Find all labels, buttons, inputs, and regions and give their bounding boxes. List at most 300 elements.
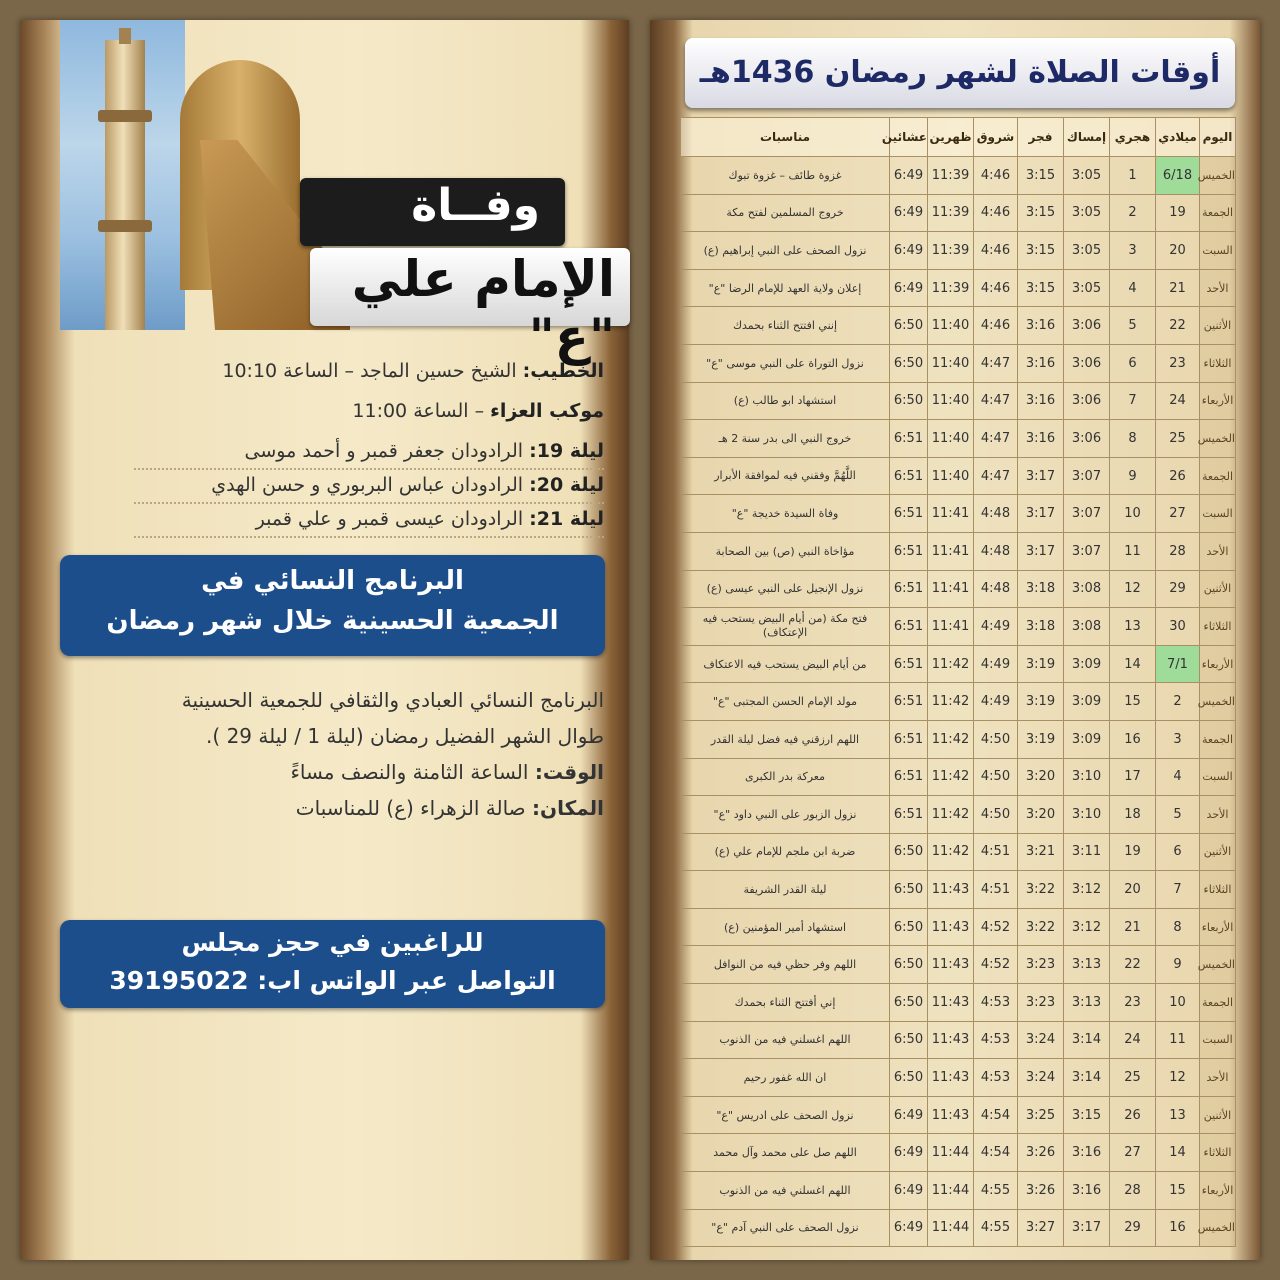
table-cell: 2 bbox=[1110, 194, 1156, 232]
table-cell: الخميس bbox=[1200, 1209, 1236, 1247]
table-cell: 11 bbox=[1156, 1021, 1200, 1059]
table-cell: 4:47 bbox=[974, 457, 1018, 495]
table-cell: 11:39 bbox=[928, 194, 974, 232]
table-cell: 3:21 bbox=[1018, 833, 1064, 871]
booking-line1: للراغبين في حجز مجلس bbox=[181, 928, 484, 957]
table-cell: 4:48 bbox=[974, 532, 1018, 570]
table-row bbox=[681, 946, 1236, 984]
booking-banner bbox=[60, 920, 605, 1008]
table-cell: اللهم اغسلني فيه من الذنوب bbox=[681, 1172, 890, 1210]
table-cell: 3:17 bbox=[1064, 1209, 1110, 1247]
table-cell: 5 bbox=[1156, 796, 1200, 834]
table-cell: 4:54 bbox=[974, 1134, 1018, 1172]
table-cell: 3:23 bbox=[1018, 984, 1064, 1022]
table-cell: 4:50 bbox=[974, 758, 1018, 796]
women-program-banner bbox=[60, 555, 605, 656]
table-cell: الأربعاء bbox=[1200, 645, 1236, 683]
column-header: مناسبات bbox=[681, 118, 890, 157]
table-cell: الجمعة bbox=[1200, 457, 1236, 495]
table-cell: 4:49 bbox=[974, 608, 1018, 646]
table-cell: 11:43 bbox=[928, 1059, 974, 1097]
table-cell: 7/1 bbox=[1156, 645, 1200, 683]
table-cell: 10 bbox=[1156, 984, 1200, 1022]
table-row bbox=[681, 1059, 1236, 1097]
table-cell: 12 bbox=[1156, 1059, 1200, 1097]
table-cell: نزول الصحف على النبي آدم "ع" bbox=[681, 1209, 890, 1247]
table-cell: 25 bbox=[1110, 1059, 1156, 1097]
table-cell: استشهاد أمير المؤمنين (ع) bbox=[681, 908, 890, 946]
table-cell: 4:48 bbox=[974, 570, 1018, 608]
table-cell: 6:49 bbox=[890, 194, 928, 232]
night-text: الرادودان عباس البربوري و حسن الهدي bbox=[211, 474, 524, 496]
table-row bbox=[681, 382, 1236, 420]
table-row bbox=[681, 908, 1236, 946]
table-cell: 3 bbox=[1110, 232, 1156, 270]
table-cell: ان الله غفور رحيم bbox=[681, 1059, 890, 1097]
table-row bbox=[681, 194, 1236, 232]
table-cell: الأربعاء bbox=[1200, 908, 1236, 946]
table-cell: 6:49 bbox=[890, 269, 928, 307]
table-cell: 28 bbox=[1156, 532, 1200, 570]
table-cell: 3:27 bbox=[1018, 1209, 1064, 1247]
table-cell: 13 bbox=[1156, 1096, 1200, 1134]
table-cell: 4:47 bbox=[974, 382, 1018, 420]
table-cell: الأربعاء bbox=[1200, 382, 1236, 420]
table-cell: 4:47 bbox=[974, 344, 1018, 382]
table-cell: الثلاثاء bbox=[1200, 1134, 1236, 1172]
table-cell: الجمعة bbox=[1200, 194, 1236, 232]
table-cell: 11:43 bbox=[928, 908, 974, 946]
table-cell: 4:54 bbox=[974, 1096, 1018, 1134]
place-line bbox=[84, 790, 604, 826]
table-cell: الثلاثاء bbox=[1200, 344, 1236, 382]
table-cell: 3:22 bbox=[1018, 871, 1064, 909]
table-cell: 3:16 bbox=[1018, 382, 1064, 420]
table-cell: 23 bbox=[1110, 984, 1156, 1022]
table-cell: 3:20 bbox=[1018, 758, 1064, 796]
table-cell: 28 bbox=[1110, 1172, 1156, 1210]
table-cell: الثلاثاء bbox=[1200, 871, 1236, 909]
minaret-spire bbox=[119, 28, 131, 44]
table-cell: 11:43 bbox=[928, 1096, 974, 1134]
table-cell: الخميس bbox=[1200, 157, 1236, 195]
table-cell: غزوة طائف – غزوة تبوك bbox=[681, 157, 890, 195]
table-cell: 3:19 bbox=[1018, 720, 1064, 758]
table-cell: الخميس bbox=[1200, 420, 1236, 458]
table-cell: 4:55 bbox=[974, 1172, 1018, 1210]
table-cell: 15 bbox=[1110, 683, 1156, 721]
table-cell: 6:50 bbox=[890, 984, 928, 1022]
table-cell: 6:51 bbox=[890, 758, 928, 796]
table-cell: 3:16 bbox=[1018, 307, 1064, 345]
table-cell: 22 bbox=[1110, 946, 1156, 984]
table-cell: 3:22 bbox=[1018, 908, 1064, 946]
table-cell: اللهم صل على محمد وآل محمد bbox=[681, 1134, 890, 1172]
table-cell: 16 bbox=[1156, 1209, 1200, 1247]
table-cell: مولد الإمام الحسن المجتبى "ع" bbox=[681, 683, 890, 721]
table-cell: 11:42 bbox=[928, 645, 974, 683]
table-cell: 11:41 bbox=[928, 570, 974, 608]
table-cell: 27 bbox=[1110, 1134, 1156, 1172]
speaker-line bbox=[134, 360, 604, 382]
table-row bbox=[681, 457, 1236, 495]
table-cell: 13 bbox=[1110, 608, 1156, 646]
night-label: ليلة 21: bbox=[529, 508, 604, 530]
place-label: المكان: bbox=[532, 796, 604, 820]
table-cell: 11:42 bbox=[928, 833, 974, 871]
table-cell: الثلاثاء bbox=[1200, 608, 1236, 646]
table-cell: 21 bbox=[1110, 908, 1156, 946]
table-cell: 4:55 bbox=[974, 1209, 1018, 1247]
table-cell: الأحد bbox=[1200, 532, 1236, 570]
table-row bbox=[681, 532, 1236, 570]
table-cell: 8 bbox=[1156, 908, 1200, 946]
minaret-balcony bbox=[98, 110, 152, 122]
table-cell: 18 bbox=[1110, 796, 1156, 834]
table-cell: 3:15 bbox=[1018, 269, 1064, 307]
table-cell: 4:47 bbox=[974, 420, 1018, 458]
table-cell: 4:53 bbox=[974, 1059, 1018, 1097]
table-row bbox=[681, 1096, 1236, 1134]
program-line1: البرنامج النسائي العبادي والثقافي للجمعية الحسينية bbox=[181, 688, 604, 712]
table-cell: 8 bbox=[1110, 420, 1156, 458]
table-cell: الخميس bbox=[1200, 683, 1236, 721]
table-cell: 3:16 bbox=[1064, 1172, 1110, 1210]
table-cell: 20 bbox=[1156, 232, 1200, 270]
table-cell: 3:15 bbox=[1018, 232, 1064, 270]
table-cell: 6:51 bbox=[890, 645, 928, 683]
column-header: فجر bbox=[1018, 118, 1064, 157]
table-cell: 3:23 bbox=[1018, 946, 1064, 984]
table-cell: 3:25 bbox=[1018, 1096, 1064, 1134]
time-label: الوقت: bbox=[534, 760, 604, 784]
booking-line2: التواصل عبر الواتس اب: 39195022 bbox=[109, 966, 556, 995]
table-cell: 22 bbox=[1156, 307, 1200, 345]
table-cell: 3:15 bbox=[1064, 1096, 1110, 1134]
table-cell: 5 bbox=[1110, 307, 1156, 345]
table-body bbox=[681, 157, 1236, 1247]
table-cell: 19 bbox=[1110, 833, 1156, 871]
table-cell: 3:07 bbox=[1064, 532, 1110, 570]
table-cell: 27 bbox=[1156, 495, 1200, 533]
table-cell: 6:49 bbox=[890, 157, 928, 195]
table-cell: 11:40 bbox=[928, 457, 974, 495]
table-cell: 6:50 bbox=[890, 307, 928, 345]
table-cell: من أيام البيض يستحب فيه الاعتكاف bbox=[681, 645, 890, 683]
table-cell: السبت bbox=[1200, 1021, 1236, 1059]
table-row bbox=[681, 1209, 1236, 1247]
column-header: ظهرين bbox=[928, 118, 974, 157]
table-cell: 4:53 bbox=[974, 984, 1018, 1022]
table-header-row bbox=[681, 118, 1236, 157]
table-cell: 4:46 bbox=[974, 157, 1018, 195]
table-cell: 30 bbox=[1156, 608, 1200, 646]
column-header: اليوم bbox=[1200, 118, 1236, 157]
table-row bbox=[681, 269, 1236, 307]
event-title-line1: وفــاة bbox=[411, 180, 540, 231]
table-cell: 6:49 bbox=[890, 1134, 928, 1172]
table-cell: الجمعة bbox=[1200, 984, 1236, 1022]
table-cell: 11:44 bbox=[928, 1209, 974, 1247]
prayer-times-title: أوقات الصلاة لشهر رمضان 1436هـ bbox=[685, 38, 1235, 108]
table-cell: 3:24 bbox=[1018, 1059, 1064, 1097]
table-cell: نزول الصحف على النبي إبراهيم (ع) bbox=[681, 232, 890, 270]
procession-line bbox=[134, 400, 604, 422]
table-cell: 3:05 bbox=[1064, 157, 1110, 195]
table-cell: 3:24 bbox=[1018, 1021, 1064, 1059]
table-cell: إعلان ولاية العهد للإمام الرضا "ع" bbox=[681, 269, 890, 307]
table-cell: 4:46 bbox=[974, 269, 1018, 307]
table-cell: ضربة ابن ملجم للإمام علي (ع) bbox=[681, 833, 890, 871]
table-cell: 11:39 bbox=[928, 157, 974, 195]
table-cell: 9 bbox=[1156, 946, 1200, 984]
table-row bbox=[681, 495, 1236, 533]
table-cell: 11:44 bbox=[928, 1134, 974, 1172]
table-cell: 11:43 bbox=[928, 1021, 974, 1059]
table-cell: 3:09 bbox=[1064, 720, 1110, 758]
table-cell: 11:39 bbox=[928, 269, 974, 307]
table-cell: 2 bbox=[1156, 683, 1200, 721]
program-line2: طوال الشهر الفضيل رمضان (ليلة 1 / ليلة 29 ). bbox=[206, 724, 604, 748]
event-flyer-panel bbox=[20, 20, 629, 1260]
column-header: عشائين bbox=[890, 118, 928, 157]
table-cell: 11:42 bbox=[928, 683, 974, 721]
table-cell: 4:49 bbox=[974, 683, 1018, 721]
table-cell: 3:26 bbox=[1018, 1172, 1064, 1210]
table-cell: معركة بدر الكبرى bbox=[681, 758, 890, 796]
time-value: الساعة الثامنة والنصف مساءً bbox=[290, 760, 529, 784]
table-cell: 4:52 bbox=[974, 946, 1018, 984]
table-cell: 26 bbox=[1110, 1096, 1156, 1134]
table-row bbox=[681, 1021, 1236, 1059]
table-cell: 11:41 bbox=[928, 608, 974, 646]
table-cell: 11:40 bbox=[928, 420, 974, 458]
table-cell: 4:48 bbox=[974, 495, 1018, 533]
table-cell: 11:40 bbox=[928, 382, 974, 420]
table-cell: السبت bbox=[1200, 495, 1236, 533]
table-cell: ليلة القدر الشريفة bbox=[681, 871, 890, 909]
table-cell: 20 bbox=[1110, 871, 1156, 909]
table-cell: 3:08 bbox=[1064, 570, 1110, 608]
table-cell: 7 bbox=[1110, 382, 1156, 420]
table-cell: 6:50 bbox=[890, 908, 928, 946]
table-cell: 6/18 bbox=[1156, 157, 1200, 195]
table-cell: اللَّهُمَّ وفقني فيه لموافقة الأبرار bbox=[681, 457, 890, 495]
table-cell: 29 bbox=[1110, 1209, 1156, 1247]
table-cell: 11:41 bbox=[928, 532, 974, 570]
table-row bbox=[681, 871, 1236, 909]
table-cell: 11:42 bbox=[928, 758, 974, 796]
table-cell: 11:39 bbox=[928, 232, 974, 270]
table-cell: 6:51 bbox=[890, 457, 928, 495]
table-row bbox=[681, 833, 1236, 871]
table-cell: 4:50 bbox=[974, 720, 1018, 758]
table-cell: 12 bbox=[1110, 570, 1156, 608]
table-cell: 4 bbox=[1110, 269, 1156, 307]
table-cell: 6:51 bbox=[890, 720, 928, 758]
table-cell: 3:09 bbox=[1064, 683, 1110, 721]
table-cell: 3:06 bbox=[1064, 382, 1110, 420]
table-cell: 3:10 bbox=[1064, 796, 1110, 834]
table-cell: 6:50 bbox=[890, 344, 928, 382]
table-cell: 11:43 bbox=[928, 984, 974, 1022]
table-cell: الأثنين bbox=[1200, 833, 1236, 871]
table-cell: 3:05 bbox=[1064, 194, 1110, 232]
minaret-image bbox=[105, 40, 145, 330]
table-cell: 10 bbox=[1110, 495, 1156, 533]
table-cell: 24 bbox=[1110, 1021, 1156, 1059]
night-text: الرادودان جعفر قمبر و أحمد موسى bbox=[244, 440, 524, 462]
speaker-value: الشيخ حسين الماجد – الساعة 10:10 bbox=[222, 360, 517, 382]
table-cell: 6:50 bbox=[890, 1021, 928, 1059]
table-row bbox=[681, 420, 1236, 458]
event-title-line2: الإمام علي "ع" bbox=[351, 250, 615, 366]
table-cell: 3:15 bbox=[1018, 157, 1064, 195]
table-row bbox=[681, 307, 1236, 345]
table-cell: 4:51 bbox=[974, 833, 1018, 871]
table-cell: خروج النبي الى بدر سنة 2 هـ bbox=[681, 420, 890, 458]
table-cell: 3:18 bbox=[1018, 608, 1064, 646]
table-row bbox=[681, 608, 1236, 646]
time-line bbox=[84, 754, 604, 790]
table-cell: خروج المسلمين لفتح مكة bbox=[681, 194, 890, 232]
table-cell: الأحد bbox=[1200, 1059, 1236, 1097]
table-cell: 3:18 bbox=[1018, 570, 1064, 608]
table-cell: 3:26 bbox=[1018, 1134, 1064, 1172]
table-cell: 6:51 bbox=[890, 532, 928, 570]
table-cell: 3:12 bbox=[1064, 908, 1110, 946]
table-cell: الجمعة bbox=[1200, 720, 1236, 758]
table-cell: 4:53 bbox=[974, 1021, 1018, 1059]
table-row bbox=[681, 683, 1236, 721]
table-cell: 3:16 bbox=[1018, 344, 1064, 382]
program-details bbox=[84, 682, 604, 826]
table-cell: السبت bbox=[1200, 232, 1236, 270]
column-header: إمساك bbox=[1064, 118, 1110, 157]
place-value: صالة الزهراء (ع) للمناسبات bbox=[295, 796, 526, 820]
table-row bbox=[681, 344, 1236, 382]
table-cell: 3:12 bbox=[1064, 871, 1110, 909]
table-cell: 3:08 bbox=[1064, 608, 1110, 646]
table-cell: 23 bbox=[1156, 344, 1200, 382]
table-cell: إنني افتتح الثناء بحمدك bbox=[681, 307, 890, 345]
table-cell: وفاة السيدة خديجة "ع" bbox=[681, 495, 890, 533]
table-cell: 4 bbox=[1156, 758, 1200, 796]
table-cell: 17 bbox=[1110, 758, 1156, 796]
prayer-times-panel bbox=[650, 20, 1260, 1260]
table-cell: الأحد bbox=[1200, 269, 1236, 307]
table-row bbox=[681, 984, 1236, 1022]
table-cell: الأحد bbox=[1200, 796, 1236, 834]
table-row bbox=[681, 720, 1236, 758]
table-cell: 3:14 bbox=[1064, 1059, 1110, 1097]
table-cell: 6:49 bbox=[890, 1172, 928, 1210]
table-cell: 6 bbox=[1156, 833, 1200, 871]
table-cell: 3:17 bbox=[1018, 495, 1064, 533]
table-cell: 3:07 bbox=[1064, 495, 1110, 533]
table-cell: 3:20 bbox=[1018, 796, 1064, 834]
table-cell: 11 bbox=[1110, 532, 1156, 570]
table-cell: 11:41 bbox=[928, 495, 974, 533]
table-row bbox=[681, 758, 1236, 796]
table-cell: 3:10 bbox=[1064, 758, 1110, 796]
table-cell: 4:46 bbox=[974, 232, 1018, 270]
table-cell: 3:17 bbox=[1018, 457, 1064, 495]
night-item bbox=[134, 470, 604, 504]
table-cell: 3:13 bbox=[1064, 946, 1110, 984]
table-cell: فتح مكة (من أيام البيض يستحب فيه الإعتكاف) bbox=[681, 608, 890, 646]
table-cell: 19 bbox=[1156, 194, 1200, 232]
table-cell: الأثنين bbox=[1200, 570, 1236, 608]
table-cell: 4:46 bbox=[974, 307, 1018, 345]
night-text: الرادودان عيسى قمبر و علي قمبر bbox=[255, 508, 524, 530]
night-label: ليلة 19: bbox=[529, 440, 604, 462]
table-cell: 4:49 bbox=[974, 645, 1018, 683]
table-cell: 6:49 bbox=[890, 232, 928, 270]
night-label: ليلة 20: bbox=[529, 474, 604, 496]
night-item bbox=[134, 436, 604, 470]
table-cell: 6:51 bbox=[890, 796, 928, 834]
table-cell: 3:16 bbox=[1018, 420, 1064, 458]
procession-value: – الساعة 11:00 bbox=[352, 400, 485, 422]
table-cell: نزول الصحف على ادريس "ع" bbox=[681, 1096, 890, 1134]
table-cell: 29 bbox=[1156, 570, 1200, 608]
column-header: شروق bbox=[974, 118, 1018, 157]
table-cell: 3:05 bbox=[1064, 269, 1110, 307]
table-cell: 4:51 bbox=[974, 871, 1018, 909]
table-row bbox=[681, 645, 1236, 683]
prayer-times-table bbox=[680, 117, 1236, 1247]
table-cell: 11:40 bbox=[928, 344, 974, 382]
table-cell: 3:06 bbox=[1064, 307, 1110, 345]
table-row bbox=[681, 1134, 1236, 1172]
night-item bbox=[134, 504, 604, 538]
table-cell: 6:51 bbox=[890, 608, 928, 646]
table-cell: 6:51 bbox=[890, 570, 928, 608]
table-cell: 3 bbox=[1156, 720, 1200, 758]
table-cell: 6:51 bbox=[890, 420, 928, 458]
table-cell: 6:50 bbox=[890, 871, 928, 909]
table-cell: السبت bbox=[1200, 758, 1236, 796]
table-cell: 4:52 bbox=[974, 908, 1018, 946]
table-cell: 3:19 bbox=[1018, 683, 1064, 721]
table-cell: 11:42 bbox=[928, 796, 974, 834]
table-cell: 11:43 bbox=[928, 946, 974, 984]
table-cell: 7 bbox=[1156, 871, 1200, 909]
table-cell: 6:50 bbox=[890, 1059, 928, 1097]
table-cell: اللهم ارزقني فيه فضل ليلة القدر bbox=[681, 720, 890, 758]
table-cell: 3:05 bbox=[1064, 232, 1110, 270]
table-cell: الخميس bbox=[1200, 946, 1236, 984]
table-cell: 3:11 bbox=[1064, 833, 1110, 871]
table-row bbox=[681, 796, 1236, 834]
table-cell: 14 bbox=[1110, 645, 1156, 683]
table-cell: 24 bbox=[1156, 382, 1200, 420]
table-cell: 3:16 bbox=[1064, 1134, 1110, 1172]
table-cell: الأربعاء bbox=[1200, 1172, 1236, 1210]
table-cell: نزول التوراة على النبي موسى "ع" bbox=[681, 344, 890, 382]
nights-list bbox=[134, 436, 604, 538]
table-cell: 21 bbox=[1156, 269, 1200, 307]
table-cell: 11:44 bbox=[928, 1172, 974, 1210]
table-cell: نزول الإنجيل على النبي عيسى (ع) bbox=[681, 570, 890, 608]
table-cell: 6:50 bbox=[890, 382, 928, 420]
table-cell: 3:19 bbox=[1018, 645, 1064, 683]
column-header: ميلادي bbox=[1156, 118, 1200, 157]
table-cell: 11:43 bbox=[928, 871, 974, 909]
table-cell: 6 bbox=[1110, 344, 1156, 382]
table-cell: 11:42 bbox=[928, 720, 974, 758]
